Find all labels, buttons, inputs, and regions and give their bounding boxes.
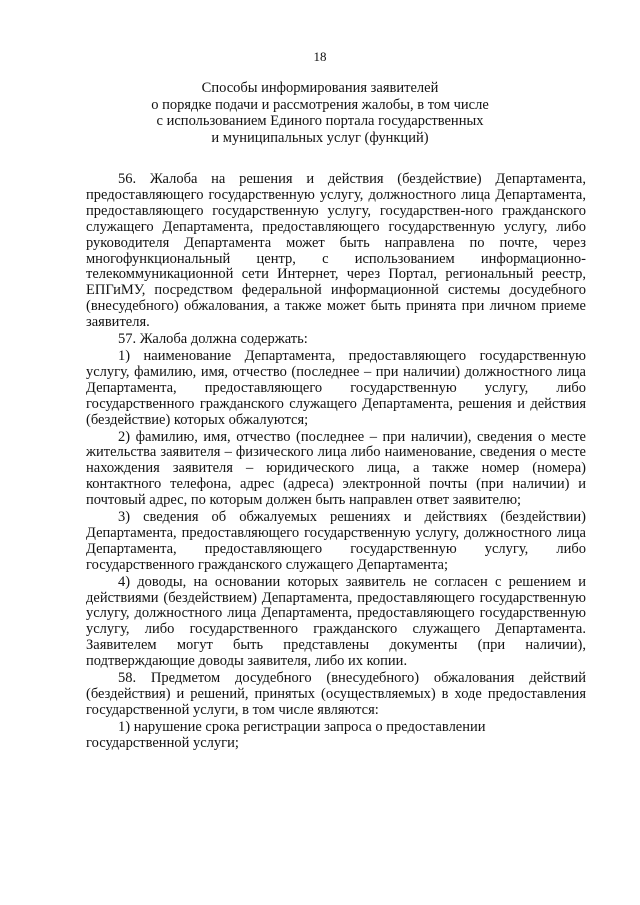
paragraph-56: 56. Жалоба на решения и действия (бездействие) Департамента, предоставляющего государственную услугу, должностного лица Департамента, предоставляющего государственную услугу, государствен-ного гражданского служащего Департамента, предоставляющего государственную услугу, либо руководителя Департамента может быть направлена по почте, через многофункциональный центр, с использованием информационно-телекоммуникационной сети Интернет, через Портал, региональный реестр, ЕПГиМУ, посредством федеральной информационной системы досудебного (внесудебного) обжалования, а также может быть принята при личном приеме заявителя. bbox=[86, 171, 586, 331]
paragraph-57-item-1: 1) наименование Департамента, предоставляющего государственную услугу, фамилию, имя, отчество (последнее – при наличии) должностного лица Департамента, предоставляющего государственную услугу, либо государственного гражданского служащего Департамента, решения и действия (бездействие) которых обжалуются; bbox=[86, 347, 586, 428]
document-body bbox=[86, 172, 586, 753]
paragraph-57-item-4: 4) доводы, на основании которых заявитель не согласен с решением и действиями (бездействием) Департамента, предоставляющего государственную услугу, должностного лица Департамента, предоставляющего государственную услугу, либо государственного гражданского служащего Департамента. Заявителем могут быть представлены документы (при наличии), подтверждающие доводы заявителя, либо их копии. bbox=[86, 573, 586, 670]
paragraph-58: 58. Предметом досудебного (внесудебного) обжалования действий (бездействия) и решений, принятых (осуществляемых) в ходе предоставления государственной услуги, в том числе являются: bbox=[86, 670, 586, 718]
heading-line: Способы информирования заявителей bbox=[201, 80, 439, 96]
section-heading bbox=[100, 80, 540, 146]
heading-line: с использованием Единого портала государственных bbox=[156, 113, 484, 129]
paragraph-58-item-1: 1) нарушение срока регистрации запроса о предоставлении государственной услуги; bbox=[86, 718, 486, 751]
heading-line: и муниципальных услуг (функций) bbox=[211, 129, 429, 146]
paragraph-57-item-2: 2) фамилию, имя, отчество (последнее – при наличии), сведения о месте жительства заявителя – физического лица либо наименование, сведения о месте нахождения заявителя – юридического лица, а также номер (номера) контактного телефона, адрес (адреса) электронной почты (при наличии) и почтовый адрес, по которым должен быть направлен ответ заявителю; bbox=[86, 428, 586, 509]
page-number: 18 bbox=[313, 49, 327, 64]
paragraph-57: 57. Жалоба должна содержать: bbox=[118, 331, 308, 348]
heading-line: о порядке подачи и рассмотрения жалобы, в том числе bbox=[151, 96, 489, 113]
paragraph-57-item-3: 3) сведения об обжалуемых решениях и действиях (бездействии) Департамента, предоставляющего государственную услугу, должностного лица Департамента, предоставляющего государственную услугу, либо государственного гражданского служащего Департамента; bbox=[86, 509, 586, 573]
